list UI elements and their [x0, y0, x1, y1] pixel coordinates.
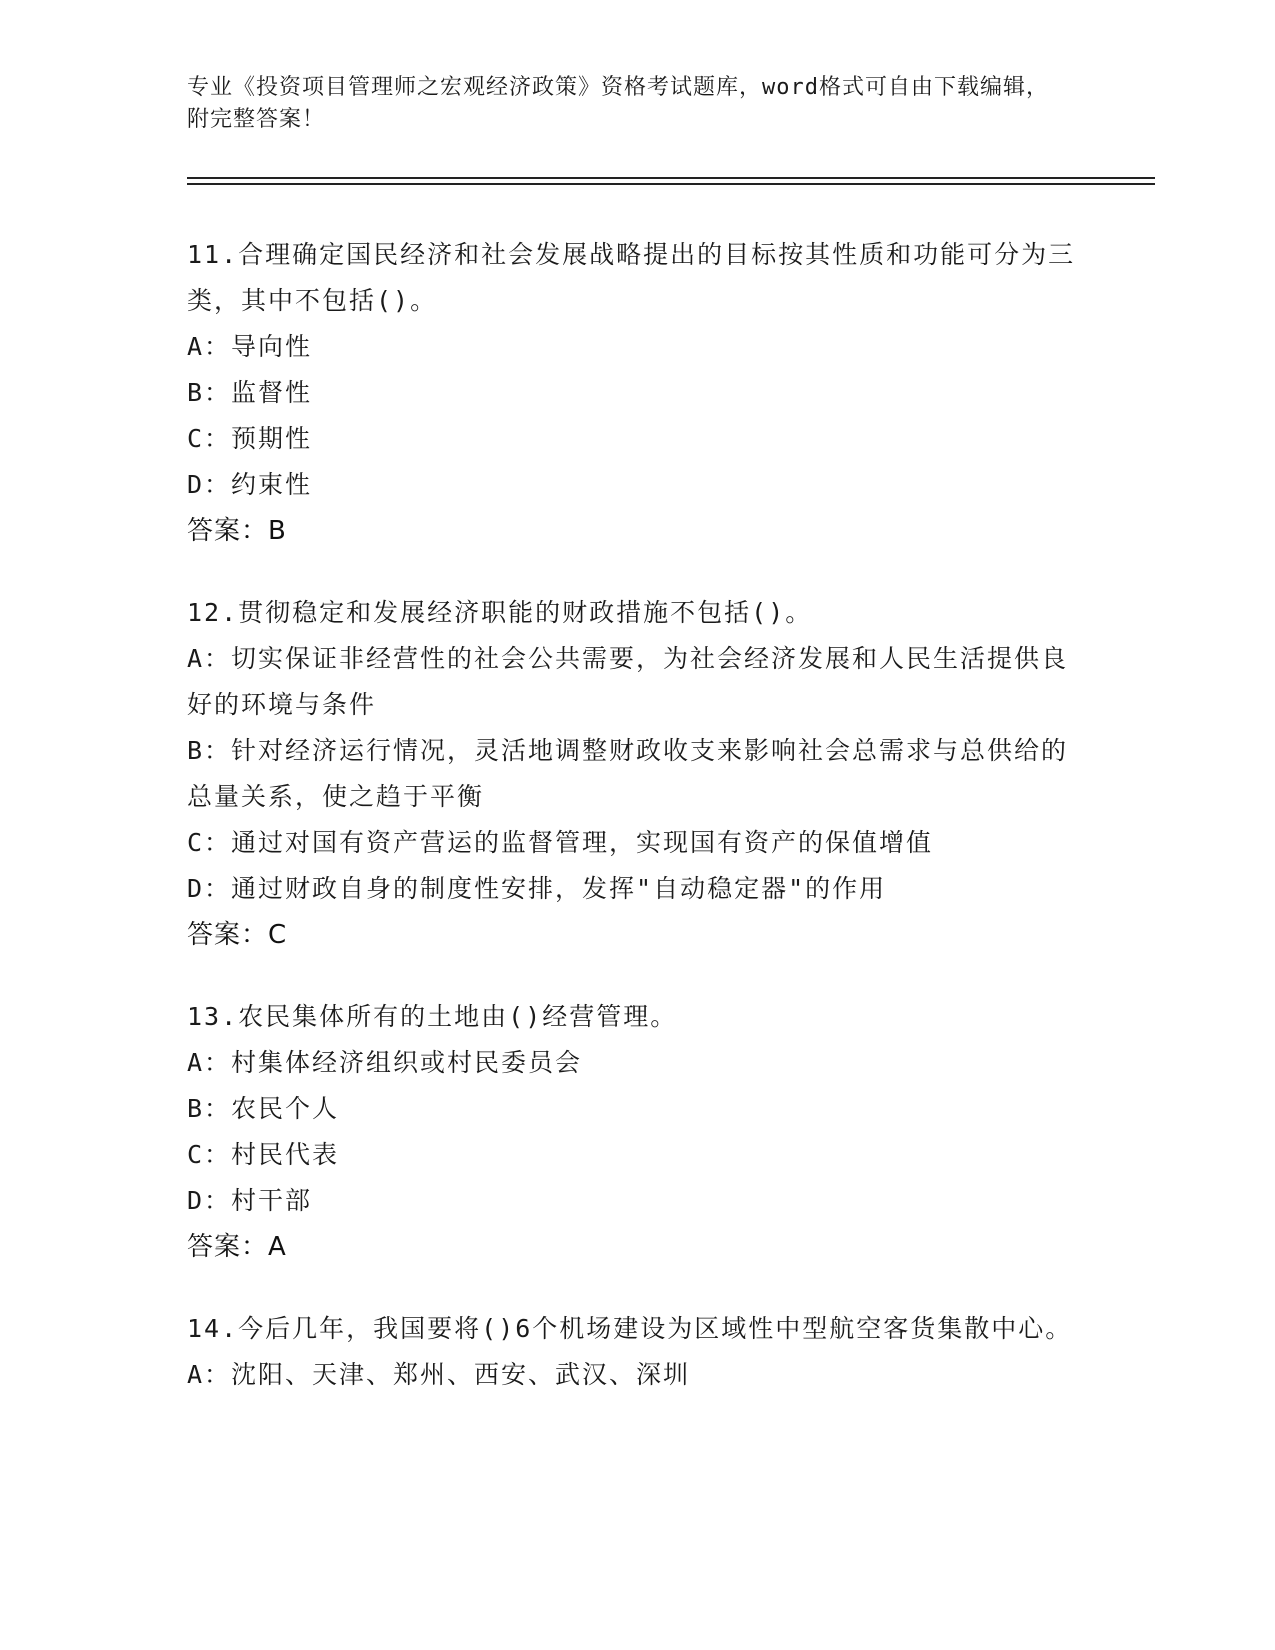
option-a: A：切实保证非经营性的社会公共需要，为社会经济发展和人民生活提供良好的环境与条件 [187, 644, 1069, 719]
option-d: D：通过财政自身的制度性安排，发挥"自动稳定器"的作用 [187, 874, 887, 903]
question-11 [187, 232, 1087, 554]
answer: 答案：C [187, 920, 288, 950]
answer: 答案：B [187, 516, 287, 546]
answer: 答案：A [187, 1232, 287, 1262]
header-divider-bottom [187, 183, 1155, 185]
question-12 [187, 590, 1087, 958]
option-a: A：沈阳、天津、郑州、西安、武汉、深圳 [187, 1360, 691, 1389]
question-stem: 14.今后几年，我国要将()6个机场建设为区域性中型航空客货集散中心。 [187, 1314, 1073, 1343]
document-header: 专业《投资项目管理师之宏观经济政策》资格考试题库，word格式可自由下载编辑，附完整答案！ [187, 75, 1049, 132]
question-stem: 12.贯彻稳定和发展经济职能的财政措施不包括()。 [187, 598, 813, 627]
option-b: B：针对经济运行情况，灵活地调整财政收支来影响社会总需求与总供给的总量关系，使之趋于平衡 [187, 736, 1069, 811]
question-13 [187, 994, 1087, 1270]
option-a: A：导向性 [187, 332, 313, 361]
header-divider-top [187, 177, 1155, 179]
option-b: B：农民个人 [187, 1094, 340, 1123]
option-c: C：预期性 [187, 424, 313, 453]
option-d: D：约束性 [187, 470, 313, 499]
question-14 [187, 1306, 1087, 1398]
question-list [187, 232, 1087, 1434]
option-c: C：村民代表 [187, 1140, 340, 1169]
question-stem: 11.合理确定国民经济和社会发展战略提出的目标按其性质和功能可分为三类，其中不包括()。 [187, 240, 1076, 315]
option-d: D：村干部 [187, 1186, 313, 1215]
option-a: A：村集体经济组织或村民委员会 [187, 1048, 583, 1077]
question-stem: 13.农民集体所有的土地由()经营管理。 [187, 1002, 678, 1031]
option-c: C：通过对国有资产营运的监督管理，实现国有资产的保值增值 [187, 828, 934, 857]
option-b: B：监督性 [187, 378, 313, 407]
